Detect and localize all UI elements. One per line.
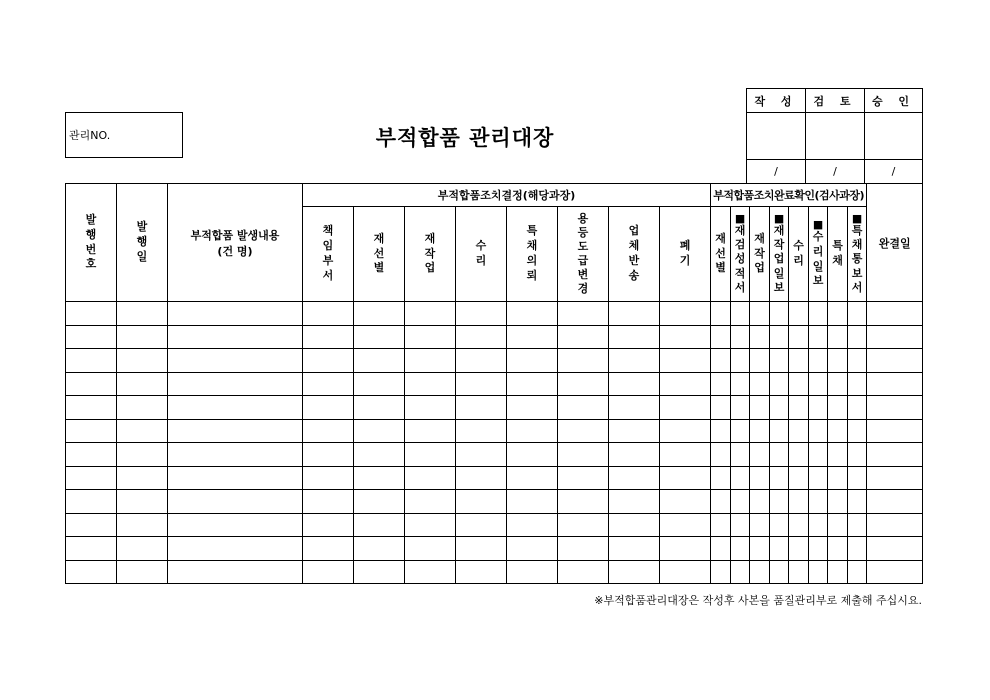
table-cell[interactable]	[867, 490, 923, 514]
table-cell[interactable]	[168, 302, 303, 326]
table-cell[interactable]	[303, 537, 354, 561]
table-cell[interactable]	[66, 349, 117, 373]
table-cell[interactable]	[848, 560, 867, 584]
table-cell[interactable]	[168, 443, 303, 467]
table-cell[interactable]	[405, 372, 456, 396]
approval-sign-approve[interactable]	[865, 113, 923, 160]
header-confirm-col: ■ 재작업일보	[770, 207, 789, 302]
table-cell[interactable]	[867, 419, 923, 443]
footnote: ※부적합품관리대장은 작성후 사본을 품질관리부로 제출해 주십시요.	[594, 594, 922, 607]
table-cell[interactable]	[848, 419, 867, 443]
table-cell[interactable]	[507, 560, 558, 584]
table-cell[interactable]	[848, 537, 867, 561]
table-cell[interactable]	[711, 466, 731, 490]
table-cell[interactable]	[867, 560, 923, 584]
table-cell[interactable]	[66, 466, 117, 490]
header-confirm-col: 재작업	[750, 207, 770, 302]
table-cell[interactable]	[848, 466, 867, 490]
table-cell[interactable]	[405, 302, 456, 326]
table-cell[interactable]	[770, 443, 789, 467]
table-cell[interactable]	[770, 537, 789, 561]
table-cell[interactable]	[660, 419, 711, 443]
table-cell[interactable]	[770, 302, 789, 326]
table-cell[interactable]	[750, 490, 770, 514]
table-cell[interactable]	[456, 396, 507, 420]
table-cell[interactable]	[711, 396, 731, 420]
table-cell[interactable]	[731, 325, 750, 349]
table-cell[interactable]	[354, 302, 405, 326]
table-cell[interactable]	[117, 466, 168, 490]
table-cell[interactable]	[303, 513, 354, 537]
table-cell[interactable]	[828, 443, 848, 467]
table-cell[interactable]	[809, 349, 828, 373]
table-cell[interactable]	[711, 490, 731, 514]
table-cell[interactable]	[828, 302, 848, 326]
table-cell[interactable]	[558, 537, 609, 561]
table-cell[interactable]	[770, 325, 789, 349]
table-cell[interactable]	[750, 349, 770, 373]
approval-table	[746, 88, 923, 184]
table-cell[interactable]	[828, 419, 848, 443]
table-cell[interactable]	[354, 443, 405, 467]
table-cell[interactable]	[456, 302, 507, 326]
nonconforming-register-table	[65, 183, 923, 584]
table-cell[interactable]	[117, 513, 168, 537]
table-cell[interactable]	[848, 513, 867, 537]
table-cell[interactable]	[558, 396, 609, 420]
table-cell[interactable]	[168, 419, 303, 443]
table-cell[interactable]	[354, 490, 405, 514]
table-cell[interactable]	[848, 349, 867, 373]
table-cell[interactable]	[660, 560, 711, 584]
table-cell[interactable]	[809, 372, 828, 396]
header-group-confirm: 부적합품조치완료확인(검사과장)	[711, 184, 867, 207]
table-cell[interactable]	[867, 372, 923, 396]
table-cell[interactable]	[789, 537, 809, 561]
table-cell[interactable]	[609, 372, 660, 396]
table-cell[interactable]	[168, 396, 303, 420]
table-cell[interactable]	[558, 302, 609, 326]
table-cell[interactable]	[66, 372, 117, 396]
table-cell[interactable]	[770, 490, 789, 514]
table-cell[interactable]	[867, 537, 923, 561]
table-cell[interactable]	[354, 325, 405, 349]
table-cell[interactable]	[354, 537, 405, 561]
table-cell[interactable]	[770, 466, 789, 490]
table-cell[interactable]	[609, 466, 660, 490]
table-cell[interactable]	[711, 560, 731, 584]
approval-sign-review[interactable]	[806, 113, 865, 160]
table-cell[interactable]	[867, 325, 923, 349]
table-cell[interactable]	[660, 490, 711, 514]
table-row	[66, 443, 923, 467]
table-cell[interactable]	[117, 560, 168, 584]
header-content-line1: 부적합품 발생내용	[190, 228, 280, 242]
table-cell[interactable]	[405, 490, 456, 514]
table-row	[66, 466, 923, 490]
table-cell[interactable]	[558, 466, 609, 490]
table-cell[interactable]	[789, 513, 809, 537]
table-row	[66, 560, 923, 584]
table-cell[interactable]	[660, 537, 711, 561]
table-cell[interactable]	[558, 443, 609, 467]
header-decision-col: 폐기	[660, 207, 711, 302]
approval-date-approve[interactable]: /	[865, 160, 923, 184]
table-cell[interactable]	[507, 396, 558, 420]
table-cell[interactable]	[117, 490, 168, 514]
table-cell[interactable]	[750, 372, 770, 396]
table-cell[interactable]	[558, 325, 609, 349]
table-cell[interactable]	[731, 560, 750, 584]
table-cell[interactable]	[867, 513, 923, 537]
table-cell[interactable]	[456, 443, 507, 467]
table-cell[interactable]	[660, 372, 711, 396]
table-cell[interactable]	[660, 513, 711, 537]
table-cell[interactable]	[117, 443, 168, 467]
table-cell[interactable]	[828, 513, 848, 537]
table-cell[interactable]	[609, 302, 660, 326]
table-cell[interactable]	[660, 349, 711, 373]
table-cell[interactable]	[660, 396, 711, 420]
table-cell[interactable]	[507, 349, 558, 373]
table-cell[interactable]	[731, 513, 750, 537]
header-decision-col: 수리	[456, 207, 507, 302]
header-content-line2: (건 명)	[217, 244, 253, 258]
table-cell[interactable]	[660, 302, 711, 326]
table-cell[interactable]	[66, 560, 117, 584]
table-cell[interactable]	[303, 419, 354, 443]
table-cell[interactable]	[303, 490, 354, 514]
table-cell[interactable]	[303, 466, 354, 490]
table-cell[interactable]	[731, 490, 750, 514]
table-cell[interactable]	[507, 537, 558, 561]
table-cell[interactable]	[770, 396, 789, 420]
table-cell[interactable]	[809, 396, 828, 420]
header-group-decision: 부적합품조치결정(해당과장)	[303, 184, 711, 207]
table-cell[interactable]	[117, 396, 168, 420]
table-cell[interactable]	[711, 537, 731, 561]
table-cell[interactable]	[750, 325, 770, 349]
table-cell[interactable]	[731, 302, 750, 326]
table-cell[interactable]	[609, 513, 660, 537]
table-cell[interactable]	[789, 419, 809, 443]
table-cell[interactable]	[168, 513, 303, 537]
table-cell[interactable]	[828, 537, 848, 561]
table-row	[66, 372, 923, 396]
table-cell[interactable]	[867, 349, 923, 373]
table-cell[interactable]	[789, 560, 809, 584]
table-cell[interactable]	[609, 349, 660, 373]
approval-label-write: 작 성	[747, 89, 806, 113]
table-cell[interactable]	[609, 560, 660, 584]
table-cell[interactable]	[770, 419, 789, 443]
table-cell[interactable]	[168, 490, 303, 514]
approval-date-write[interactable]: /	[747, 160, 806, 184]
header-decision-col: 책임부서	[303, 207, 354, 302]
table-cell[interactable]	[789, 396, 809, 420]
table-cell[interactable]	[809, 466, 828, 490]
table-cell[interactable]	[558, 349, 609, 373]
table-cell[interactable]	[609, 443, 660, 467]
table-cell[interactable]	[867, 466, 923, 490]
table-cell[interactable]	[750, 560, 770, 584]
table-cell[interactable]	[848, 396, 867, 420]
table-cell[interactable]	[456, 466, 507, 490]
table-cell[interactable]	[789, 349, 809, 373]
table-row	[66, 302, 923, 326]
table-cell[interactable]	[828, 349, 848, 373]
table-cell[interactable]	[750, 466, 770, 490]
table-cell[interactable]	[558, 419, 609, 443]
management-no-label: 관리NO.	[69, 129, 111, 142]
table-cell[interactable]	[789, 466, 809, 490]
header-content	[168, 184, 303, 302]
table-cell[interactable]	[848, 372, 867, 396]
table-cell[interactable]	[789, 325, 809, 349]
table-cell[interactable]	[66, 396, 117, 420]
table-cell[interactable]	[809, 443, 828, 467]
header-issue-date: 발행일	[117, 184, 168, 302]
table-cell[interactable]	[711, 419, 731, 443]
table-cell[interactable]	[405, 513, 456, 537]
table-cell[interactable]	[117, 349, 168, 373]
table-cell[interactable]	[848, 302, 867, 326]
table-cell[interactable]	[117, 302, 168, 326]
table-cell[interactable]	[354, 466, 405, 490]
table-cell[interactable]	[354, 372, 405, 396]
header-confirm-col: ■ 수리일보	[809, 207, 828, 302]
table-cell[interactable]	[507, 443, 558, 467]
table-cell[interactable]	[809, 513, 828, 537]
table-cell[interactable]	[168, 372, 303, 396]
table-cell[interactable]	[168, 349, 303, 373]
table-cell[interactable]	[809, 537, 828, 561]
table-row	[66, 396, 923, 420]
header-decision-col: 재작업	[405, 207, 456, 302]
table-row	[66, 513, 923, 537]
table-cell[interactable]	[168, 560, 303, 584]
table-cell[interactable]	[731, 349, 750, 373]
table-cell[interactable]	[117, 325, 168, 349]
table-cell[interactable]	[731, 419, 750, 443]
table-cell[interactable]	[828, 490, 848, 514]
table-cell[interactable]	[168, 325, 303, 349]
header-decision-col: 재선별	[354, 207, 405, 302]
table-cell[interactable]	[405, 419, 456, 443]
table-cell[interactable]	[750, 419, 770, 443]
table-cell[interactable]	[711, 349, 731, 373]
approval-label-review: 검 토	[806, 89, 865, 113]
table-cell[interactable]	[405, 537, 456, 561]
page-title: 부적합품 관리대장	[375, 126, 555, 150]
table-cell[interactable]	[828, 560, 848, 584]
table-cell[interactable]	[558, 513, 609, 537]
table-cell[interactable]	[558, 490, 609, 514]
table-cell[interactable]	[711, 513, 731, 537]
table-cell[interactable]	[809, 490, 828, 514]
table-cell[interactable]	[750, 537, 770, 561]
table-cell[interactable]	[660, 325, 711, 349]
table-cell[interactable]	[354, 396, 405, 420]
table-cell[interactable]	[609, 419, 660, 443]
table-cell[interactable]	[609, 396, 660, 420]
table-cell[interactable]	[558, 560, 609, 584]
table-cell[interactable]	[731, 443, 750, 467]
table-cell[interactable]	[828, 372, 848, 396]
header-confirm-col: 재선별	[711, 207, 731, 302]
header-confirm-col: ■ 재검성적서	[731, 207, 750, 302]
table-cell[interactable]	[609, 537, 660, 561]
table-cell[interactable]	[303, 302, 354, 326]
table-cell[interactable]	[660, 443, 711, 467]
table-cell[interactable]	[456, 537, 507, 561]
table-row	[66, 325, 923, 349]
table-cell[interactable]	[117, 372, 168, 396]
header-decision-col: 특채의뢰	[507, 207, 558, 302]
table-cell[interactable]	[303, 443, 354, 467]
table-cell[interactable]	[731, 537, 750, 561]
table-cell[interactable]	[770, 372, 789, 396]
table-cell[interactable]	[867, 396, 923, 420]
table-cell[interactable]	[731, 466, 750, 490]
table-cell[interactable]	[405, 396, 456, 420]
table-cell[interactable]	[303, 349, 354, 373]
table-cell[interactable]	[354, 349, 405, 373]
table-cell[interactable]	[456, 560, 507, 584]
table-cell[interactable]	[405, 325, 456, 349]
table-cell[interactable]	[354, 513, 405, 537]
header-issue-no: 발행번호	[66, 184, 117, 302]
management-no-box	[65, 112, 183, 158]
table-cell[interactable]	[770, 349, 789, 373]
table-cell[interactable]	[303, 372, 354, 396]
table-cell[interactable]	[66, 443, 117, 467]
table-cell[interactable]	[750, 443, 770, 467]
table-cell[interactable]	[609, 325, 660, 349]
table-cell[interactable]	[750, 513, 770, 537]
table-cell[interactable]	[303, 325, 354, 349]
table-cell[interactable]	[770, 560, 789, 584]
table-row	[66, 490, 923, 514]
table-cell[interactable]	[507, 325, 558, 349]
table-cell[interactable]	[456, 490, 507, 514]
table-cell[interactable]	[405, 560, 456, 584]
table-cell[interactable]	[609, 490, 660, 514]
table-cell[interactable]	[789, 490, 809, 514]
table-cell[interactable]	[405, 349, 456, 373]
table-cell[interactable]	[117, 537, 168, 561]
table-cell[interactable]	[828, 396, 848, 420]
header-decision-col: 업체반송	[609, 207, 660, 302]
table-cell[interactable]	[507, 513, 558, 537]
table-cell[interactable]	[828, 325, 848, 349]
table-cell[interactable]	[354, 560, 405, 584]
table-cell[interactable]	[711, 443, 731, 467]
approval-label-approve: 승 인	[865, 89, 923, 113]
table-cell[interactable]	[507, 466, 558, 490]
table-cell[interactable]	[867, 302, 923, 326]
table-cell[interactable]	[117, 419, 168, 443]
approval-date-review[interactable]: /	[806, 160, 865, 184]
table-cell[interactable]	[867, 443, 923, 467]
table-cell[interactable]	[456, 372, 507, 396]
table-cell[interactable]	[303, 396, 354, 420]
header-decision-col: 용등도급변경	[558, 207, 609, 302]
table-cell[interactable]	[809, 419, 828, 443]
header-completion-date: 완결일	[867, 184, 923, 302]
table-cell[interactable]	[456, 349, 507, 373]
table-cell[interactable]	[456, 513, 507, 537]
table-cell[interactable]	[731, 372, 750, 396]
table-cell[interactable]	[405, 466, 456, 490]
table-cell[interactable]	[168, 466, 303, 490]
table-cell[interactable]	[168, 537, 303, 561]
table-cell[interactable]	[507, 372, 558, 396]
table-cell[interactable]	[405, 443, 456, 467]
table-cell[interactable]	[507, 419, 558, 443]
table-cell[interactable]	[789, 372, 809, 396]
table-cell[interactable]	[456, 325, 507, 349]
table-cell[interactable]	[66, 325, 117, 349]
table-cell[interactable]	[456, 419, 507, 443]
table-cell[interactable]	[507, 490, 558, 514]
table-cell[interactable]	[507, 302, 558, 326]
approval-sign-write[interactable]	[747, 113, 806, 160]
header-confirm-col: 특채	[828, 207, 848, 302]
table-cell[interactable]	[66, 302, 117, 326]
table-cell[interactable]	[66, 419, 117, 443]
header-confirm-col: 수리	[789, 207, 809, 302]
table-cell[interactable]	[66, 537, 117, 561]
table-cell[interactable]	[848, 443, 867, 467]
table-cell[interactable]	[750, 302, 770, 326]
table-cell[interactable]	[354, 419, 405, 443]
table-cell[interactable]	[848, 325, 867, 349]
table-cell[interactable]	[848, 490, 867, 514]
table-cell[interactable]	[660, 466, 711, 490]
table-cell[interactable]	[711, 302, 731, 326]
table-cell[interactable]	[711, 325, 731, 349]
table-cell[interactable]	[809, 302, 828, 326]
table-row	[66, 537, 923, 561]
table-cell[interactable]	[750, 396, 770, 420]
table-row	[66, 419, 923, 443]
table-cell[interactable]	[770, 513, 789, 537]
table-cell[interactable]	[66, 513, 117, 537]
table-cell[interactable]	[303, 560, 354, 584]
header-confirm-col: ■ 특채통보서	[848, 207, 867, 302]
table-cell[interactable]	[66, 490, 117, 514]
table-cell[interactable]	[828, 466, 848, 490]
table-cell[interactable]	[711, 372, 731, 396]
table-cell[interactable]	[809, 560, 828, 584]
table-row	[66, 349, 923, 373]
table-cell[interactable]	[809, 325, 828, 349]
table-cell[interactable]	[789, 302, 809, 326]
table-cell[interactable]	[731, 396, 750, 420]
table-cell[interactable]	[789, 443, 809, 467]
table-cell[interactable]	[558, 372, 609, 396]
